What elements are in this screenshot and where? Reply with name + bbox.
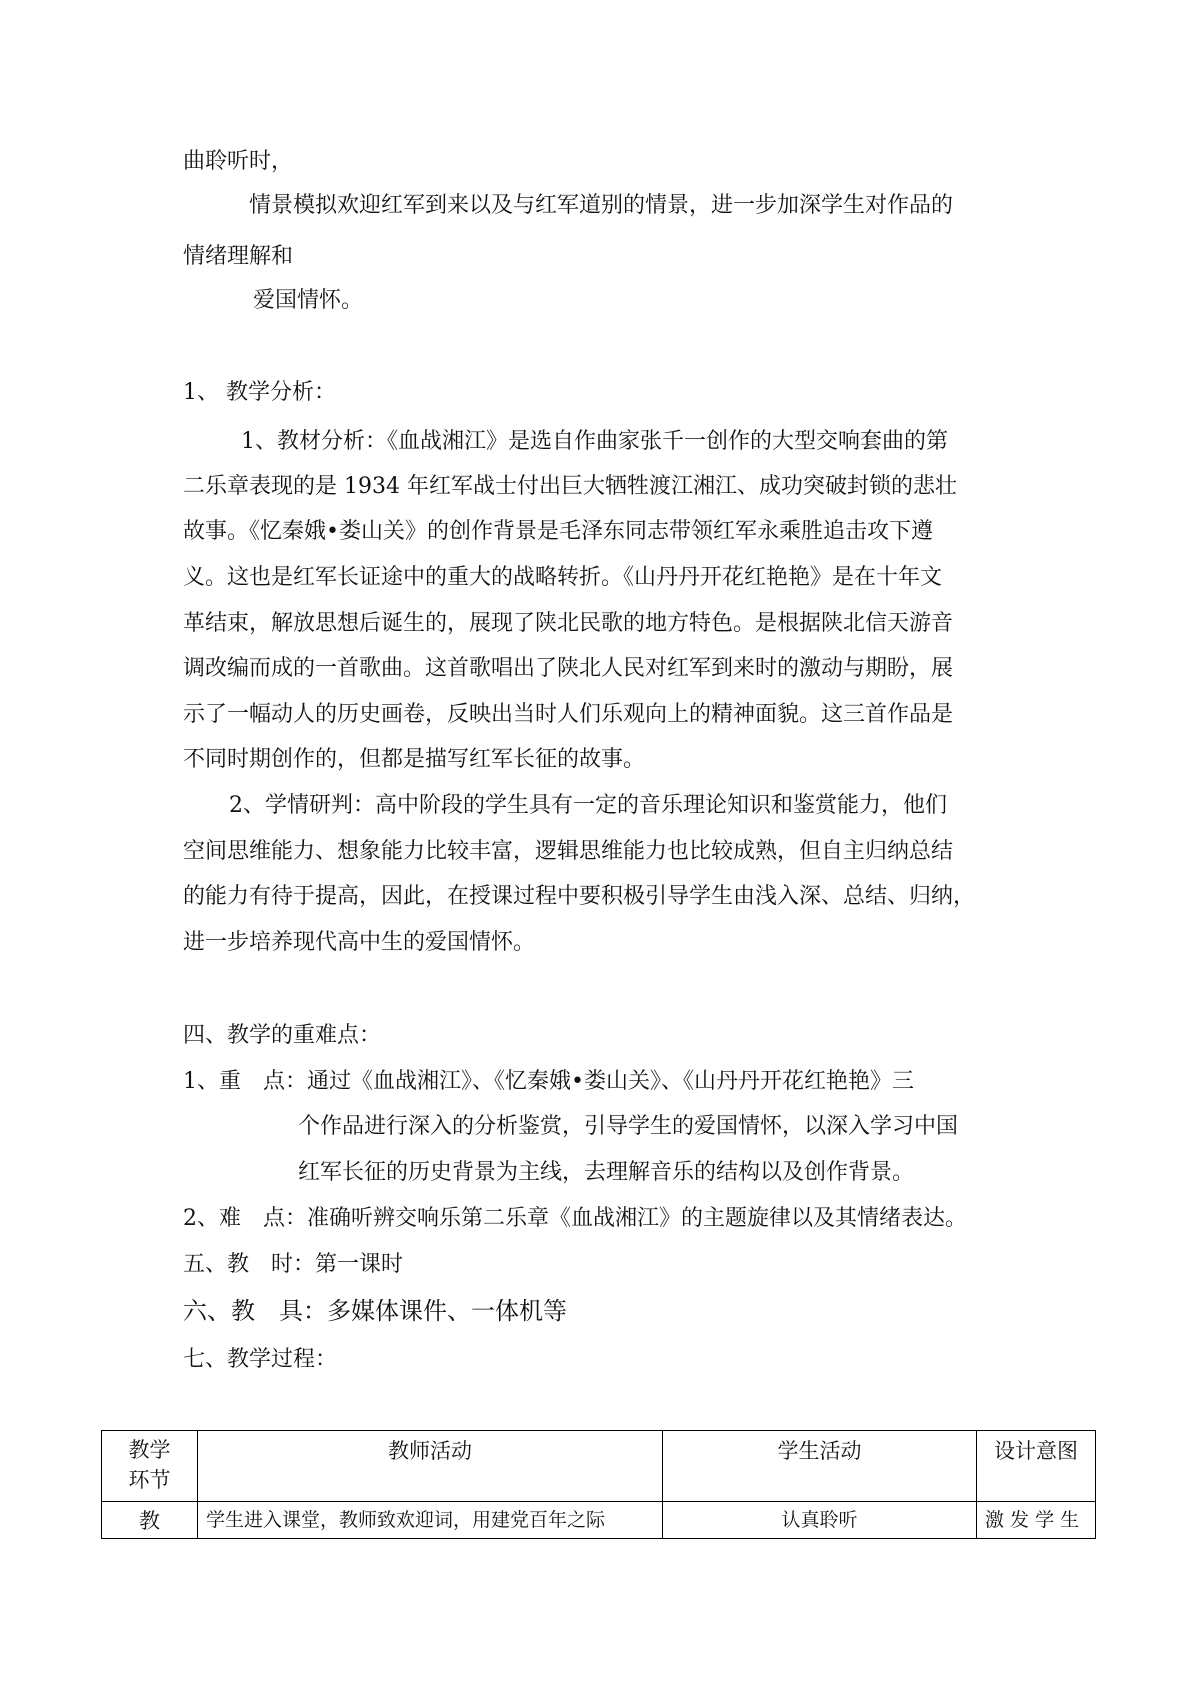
- section-heading-tools: 六、教 具：多媒体课件、一体机等: [183, 1297, 567, 1325]
- intro-line: 曲聆听时，: [183, 149, 294, 174]
- header-stage: [102, 1431, 198, 1502]
- key-point-line: 个作品进行深入的分析鉴赏，引导学生的爱国情怀，以深入学习中国: [298, 1114, 959, 1139]
- header-teacher-activity: 教师活动: [198, 1431, 663, 1502]
- paragraph-line: 示了一幅动人的历史画卷，反映出当时人们乐观向上的精神面貌。这三首作品是: [183, 702, 954, 727]
- table-row: [102, 1502, 1096, 1539]
- paragraph-line: 进一步培养现代高中生的爱国情怀。: [183, 930, 536, 955]
- paragraph-line: 的能力有待于提高，因此，在授课过程中要积极引导学生由浅入深、总结、归纳，: [183, 884, 976, 909]
- key-point-line: 红军长征的历史背景为主线，去理解音乐的结构以及创作背景。: [298, 1160, 915, 1185]
- header-student-activity: 学生活动: [663, 1431, 977, 1502]
- paragraph-line: 二乐章表现的是 1934 年红军战士付出巨大牺牲渡江湘江、成功突破封锁的悲壮: [183, 474, 957, 499]
- paragraph-line: 故事。《忆秦娥•娄山关》的创作背景是毛泽东同志带领红军永乘胜追击攻下遵: [183, 519, 933, 544]
- paragraph-line: 义。这也是红军长证途中的重大的战略转折。《山丹丹开花红艳艳》是在十年文: [183, 565, 943, 590]
- header-stage-line1: 教学: [128, 1438, 171, 1462]
- intro-line: 爱国情怀。: [253, 288, 364, 313]
- paragraph-line: 调改编而成的一首歌曲。这首歌唱出了陕北人民对红军到来时的激动与期盼，展: [183, 656, 954, 681]
- paragraph-line: 空间思维能力、想象能力比较丰富，逻辑思维能力也比较成熟，但自主归纳总结: [183, 839, 954, 864]
- paragraph-line: 2、学情研判：高中阶段的学生具有一定的音乐理论知识和鉴赏能力，他们: [229, 793, 947, 818]
- paragraph-line: 不同时期创作的，但都是描写红军长征的故事。: [183, 747, 646, 772]
- section-heading-key-points: 四、教学的重难点：: [183, 1023, 382, 1048]
- section-heading-process: 七、教学过程：: [183, 1347, 338, 1372]
- intro-line: 情绪理解和: [183, 244, 294, 269]
- section-heading-analysis: 1、 教学分析：: [183, 380, 336, 405]
- table-header-row: [102, 1431, 1096, 1502]
- paragraph-line: 革结束，解放思想后诞生的，展现了陕北民歌的地方特色。是根据陕北信天游音: [183, 611, 954, 636]
- header-design-intent: 设计意图: [977, 1431, 1096, 1502]
- intro-line: 情景模拟欢迎红军到来以及与红军道别的情景，进一步加深学生对作品的: [249, 193, 954, 218]
- cell-stage: 教: [102, 1502, 198, 1539]
- difficult-point-line: 2、难 点：准确听辨交响乐第二乐章《血战湘江》的主题旋律以及其情绪表达。: [183, 1206, 967, 1231]
- cell-student-activity: 认真聆听: [663, 1502, 977, 1539]
- section-heading-time: 五、教 时：第一课时: [183, 1252, 404, 1277]
- header-stage-line2: 环节: [128, 1468, 171, 1492]
- paragraph-line: 1、教材分析：《血战湘江》是选自作曲家张千一创作的大型交响套曲的第: [241, 429, 948, 454]
- cell-design-intent: 激 发 学 生: [977, 1502, 1096, 1539]
- process-table: [101, 1430, 1096, 1539]
- key-point-line: 1、重 点：通过《血战湘江》、《忆秦娥•娄山关》、《山丹丹开花红艳艳》三: [183, 1069, 914, 1094]
- cell-teacher-activity: 学生进入课堂，教师致欢迎词，用建党百年之际: [198, 1502, 663, 1539]
